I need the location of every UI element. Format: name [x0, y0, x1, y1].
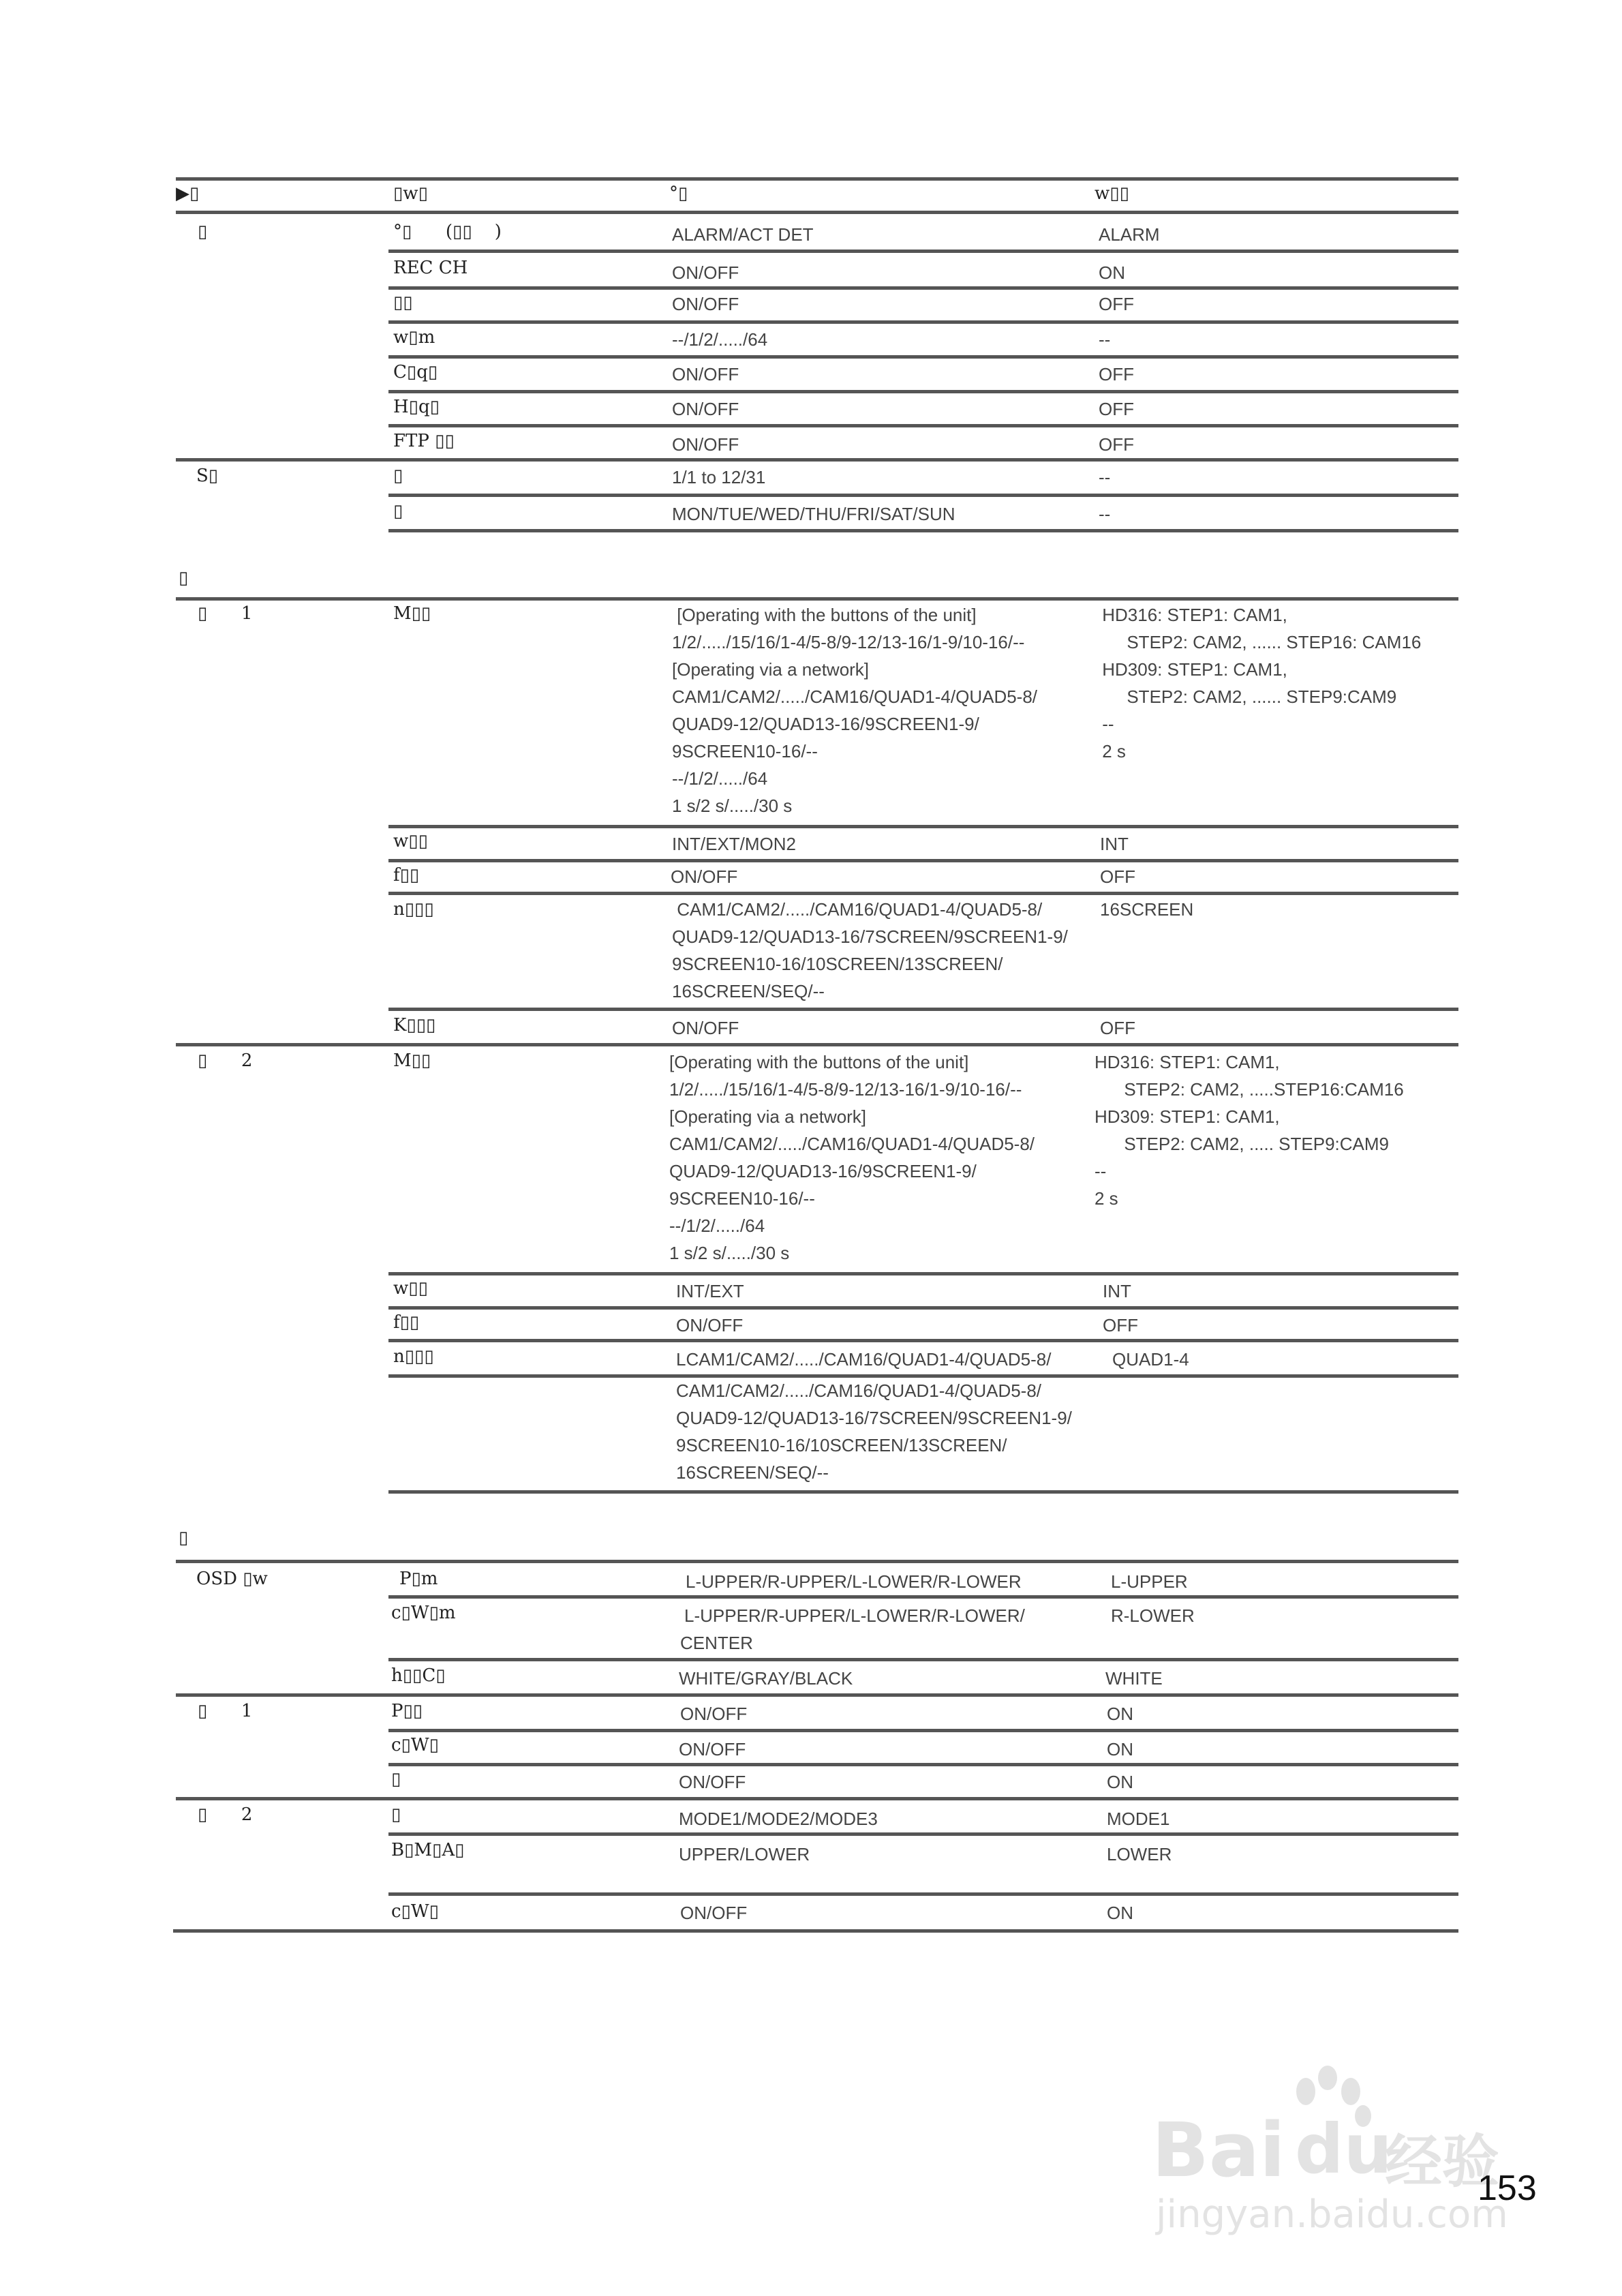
- default-line: --: [1095, 1161, 1107, 1181]
- row-rule: [388, 1306, 1458, 1310]
- row-rule: [388, 1008, 1458, 1011]
- option-line: CAM1/CAM2/...../CAM16/QUAD1-4/QUAD5-8/: [672, 686, 1038, 707]
- row-rule: [388, 1595, 1458, 1599]
- rec-default: OFF: [1099, 399, 1134, 419]
- default-line: 2 s: [1095, 1188, 1118, 1209]
- schedule-options: MON/TUE/WED/THU/FRI/SAT/SUN: [672, 504, 955, 524]
- monitor2-options: LCAM1/CAM2/...../CAM16/QUAD1-4/QUAD5-8/: [676, 1349, 1052, 1370]
- rec-default: ON: [1099, 262, 1125, 283]
- osd-default: ON: [1107, 1739, 1133, 1759]
- osd-item: c▯W▯m: [391, 1603, 456, 1623]
- default-line: 2 s: [1097, 741, 1126, 761]
- header-col-2: ▯w▯: [393, 183, 428, 204]
- default-line: STEP2: CAM2, ...... STEP16: CAM16: [1097, 632, 1422, 652]
- option-line: CAM1/CAM2/...../CAM16/QUAD1-4/QUAD5-8/: [672, 899, 1043, 920]
- osd-item: P▯m: [399, 1569, 438, 1589]
- rec-options: --/1/2/...../64: [672, 329, 768, 350]
- osd-default: L-UPPER: [1111, 1571, 1188, 1592]
- row-rule: [388, 494, 1458, 497]
- rec-default: OFF: [1099, 294, 1134, 314]
- schedule-item: ▯: [393, 501, 403, 522]
- schedule-group-label: S▯: [196, 466, 219, 486]
- default-line: STEP2: CAM2, ...... STEP9:CAM9: [1097, 686, 1397, 707]
- table-top-rule: [176, 177, 1458, 181]
- option-line: CAM1/CAM2/...../CAM16/QUAD1-4/QUAD5-8/: [676, 1380, 1042, 1401]
- rec-default: --: [1099, 329, 1111, 350]
- osd-options: ON/OFF: [680, 1903, 748, 1923]
- baidu-watermark: [1152, 2059, 1533, 2243]
- header-col-4: w▯▯: [1095, 183, 1129, 204]
- monitor1-options: ON/OFF: [671, 866, 738, 887]
- option-line: 1 s/2 s/...../30 s: [669, 1243, 790, 1263]
- row-rule: [388, 1658, 1458, 1661]
- group-rule: [176, 1797, 1458, 1800]
- schedule-item: ▯: [393, 466, 403, 486]
- header-col-3: °▯: [669, 183, 688, 204]
- rec-options: ON/OFF: [672, 294, 739, 314]
- osd-item: h▯▯C▯: [391, 1665, 446, 1686]
- osd-default: ON: [1107, 1704, 1133, 1724]
- monitor1-seq-item: M▯▯: [393, 603, 431, 624]
- rec-default: ALARM: [1099, 224, 1160, 245]
- osd-options-cont: CENTER: [680, 1633, 753, 1653]
- table-bottom-rule: [173, 1929, 1458, 1933]
- option-line: 9SCREEN10-16/10SCREEN/13SCREEN/: [672, 954, 1003, 974]
- row-rule: [388, 390, 1458, 393]
- rec-item: ▯▯: [393, 292, 413, 313]
- option-line: 9SCREEN10-16/--: [672, 741, 818, 761]
- monitor1-seq-defaults: [1097, 601, 1421, 765]
- section-rule: [176, 1560, 1458, 1563]
- osd-options: ON/OFF: [679, 1772, 746, 1792]
- monitor1-screen-default: 16SCREEN: [1100, 899, 1194, 920]
- option-line: [Operating with the buttons of the unit]: [672, 605, 977, 625]
- rec-item: H▯q▯: [393, 397, 440, 417]
- row-rule: [388, 355, 1458, 359]
- monitor2-item: w▯▯: [393, 1278, 428, 1299]
- option-line: --/1/2/...../64: [672, 768, 768, 789]
- monitor1-default: OFF: [1100, 1018, 1135, 1038]
- osd-default: ON: [1107, 1903, 1133, 1923]
- section-rule: [176, 597, 1458, 601]
- option-line: QUAD9-12/QUAD13-16/7SCREEN/9SCREEN1-9/: [672, 926, 1068, 947]
- row-rule: [388, 1763, 1458, 1766]
- option-line: 9SCREEN10-16/10SCREEN/13SCREEN/: [676, 1435, 1007, 1455]
- monitor2-options: INT/EXT: [676, 1281, 744, 1301]
- osd-default: ON: [1107, 1772, 1133, 1792]
- option-line: [Operating via a network]: [669, 1106, 867, 1127]
- option-line: 1 s/2 s/...../30 s: [672, 796, 793, 816]
- osd-group2-label: ▯ 2: [198, 1804, 253, 1825]
- osd-item: c▯W▯: [391, 1901, 439, 1922]
- rec-options: ON/OFF: [672, 399, 739, 419]
- row-rule: [388, 1729, 1458, 1732]
- option-line: 9SCREEN10-16/--: [669, 1188, 815, 1209]
- option-line: 1/2/...../15/16/1-4/5-8/9-12/13-16/1-9/10-16/--: [669, 1079, 1022, 1100]
- default-line: --: [1097, 714, 1114, 734]
- group-rule: [176, 1693, 1458, 1697]
- schedule-default: --: [1099, 504, 1111, 524]
- osd-options: L-UPPER/R-UPPER/L-LOWER/R-LOWER/: [684, 1605, 1025, 1626]
- watermark-paw-text: du: [1295, 2109, 1392, 2189]
- row-rule: [388, 1272, 1458, 1275]
- monitor2-seq-options: [669, 1048, 1035, 1267]
- osd-options: ON/OFF: [679, 1739, 746, 1759]
- osd-default: MODE1: [1107, 1809, 1170, 1829]
- osd-item: c▯W▯: [391, 1735, 439, 1755]
- row-rule: [388, 825, 1458, 828]
- option-line: --/1/2/...../64: [669, 1215, 765, 1236]
- watermark-url: jingyan.baidu.com: [1156, 2192, 1508, 2237]
- schedule-options: 1/1 to 12/31: [672, 467, 766, 487]
- osd-group1-label: ▯ 1: [198, 1701, 253, 1721]
- default-line: STEP2: CAM2, .....STEP16:CAM16: [1095, 1079, 1404, 1100]
- monitor1-item: K▯▯▯: [393, 1015, 436, 1036]
- monitor1-default: OFF: [1100, 866, 1135, 887]
- section-title: ▯: [179, 1528, 189, 1548]
- rec-item: °▯ (▯▯ ): [393, 222, 502, 242]
- osd-options: MODE1/MODE2/MODE3: [679, 1809, 878, 1829]
- row-rule: [388, 1339, 1458, 1342]
- option-line: QUAD9-12/QUAD13-16/9SCREEN1-9/: [672, 714, 979, 734]
- monitor2-default: QUAD1-4: [1112, 1349, 1189, 1370]
- row-rule: [388, 892, 1458, 895]
- rec-options: ON/OFF: [672, 364, 739, 384]
- monitor1-options: ON/OFF: [672, 1018, 739, 1038]
- osd-default: R-LOWER: [1111, 1605, 1195, 1626]
- option-line: [Operating via a network]: [672, 659, 870, 680]
- monitor2-item: f▯▯: [393, 1312, 420, 1333]
- monitor2-options: ON/OFF: [676, 1315, 744, 1335]
- monitor2-extra-options: [676, 1377, 1072, 1486]
- row-rule: [388, 529, 1458, 532]
- osd-options: ON/OFF: [680, 1704, 748, 1724]
- rec-options: ON/OFF: [672, 434, 739, 455]
- osd-default: WHITE: [1105, 1668, 1163, 1689]
- row-rule: [388, 1490, 1458, 1494]
- monitor1-seq-options: [672, 601, 1037, 819]
- row-rule: [388, 859, 1458, 862]
- group-rule: [176, 1043, 1458, 1046]
- monitor2-item: n▯▯▯: [393, 1346, 434, 1367]
- rec-group-label: ▯: [198, 222, 208, 242]
- osd-options: WHITE/GRAY/BLACK: [679, 1668, 853, 1689]
- osd-item: B▯M▯A▯: [391, 1840, 465, 1860]
- page-number: 153: [1478, 2169, 1537, 2208]
- osd-default: LOWER: [1107, 1844, 1172, 1864]
- watermark-cn: 经验: [1385, 2128, 1500, 2195]
- default-line: HD316: STEP1: CAM1,: [1097, 605, 1287, 625]
- monitor2-seq-item: M▯▯: [393, 1051, 431, 1071]
- rec-item: REC CH: [393, 258, 468, 278]
- rec-options: ON/OFF: [672, 262, 739, 283]
- row-rule: [388, 286, 1458, 290]
- osd-item: ▯: [391, 1804, 401, 1825]
- osd-item: P▯▯: [391, 1701, 423, 1721]
- rec-default: OFF: [1099, 364, 1134, 384]
- monitor2-label: ▯ 2: [198, 1051, 253, 1071]
- row-rule: [388, 1832, 1458, 1836]
- monitor1-item: w▯▯: [393, 831, 428, 851]
- default-line: STEP2: CAM2, ..... STEP9:CAM9: [1095, 1134, 1390, 1154]
- monitor2-default: OFF: [1103, 1315, 1138, 1335]
- option-line: 1/2/...../15/16/1-4/5-8/9-12/13-16/1-9/10-16/--: [672, 632, 1025, 652]
- group-rule: [176, 458, 1458, 462]
- option-line: CAM1/CAM2/...../CAM16/QUAD1-4/QUAD5-8/: [669, 1134, 1035, 1154]
- row-rule: [388, 424, 1458, 427]
- option-line: 16SCREEN/SEQ/--: [676, 1462, 829, 1483]
- default-line: HD316: STEP1: CAM1,: [1095, 1052, 1280, 1072]
- option-line: [Operating with the buttons of the unit]: [669, 1052, 969, 1072]
- header-rule: [176, 211, 1458, 214]
- default-line: HD309: STEP1: CAM1,: [1095, 1106, 1280, 1127]
- header-col-1: ▶▯: [176, 183, 200, 204]
- monitor1-label: ▯ 1: [198, 603, 253, 624]
- monitor2-seq-defaults: [1095, 1048, 1404, 1212]
- row-rule: [388, 320, 1458, 324]
- monitor2-default: INT: [1103, 1281, 1131, 1301]
- rec-default: OFF: [1099, 434, 1134, 455]
- monitor1-default: INT: [1100, 834, 1129, 854]
- default-line: HD309: STEP1: CAM1,: [1097, 659, 1287, 680]
- row-rule: [388, 250, 1458, 253]
- option-line: QUAD9-12/QUAD13-16/9SCREEN1-9/: [669, 1161, 977, 1181]
- rec-item: FTP ▯▯: [393, 431, 455, 451]
- rec-item: C▯q▯: [393, 362, 438, 382]
- watermark-brand: Bai: [1152, 2106, 1285, 2194]
- monitor1-item: f▯▯: [393, 865, 420, 886]
- section-title: ▯: [179, 568, 189, 588]
- monitor1-screen-item: n▯▯▯: [393, 899, 434, 920]
- option-line: QUAD9-12/QUAD13-16/7SCREEN/9SCREEN1-9/: [676, 1408, 1072, 1428]
- rec-options: ALARM/ACT DET: [672, 224, 814, 245]
- osd-options: L-UPPER/R-UPPER/L-LOWER/R-LOWER: [686, 1571, 1022, 1592]
- monitor1-screen-options: [672, 896, 1068, 1005]
- rec-item: w▯m: [393, 327, 435, 348]
- option-line: 16SCREEN/SEQ/--: [672, 981, 825, 1001]
- osd-item: ▯: [391, 1769, 401, 1789]
- osd-label: OSD ▯w: [196, 1569, 268, 1589]
- osd-options: UPPER/LOWER: [679, 1844, 810, 1864]
- schedule-default: --: [1099, 467, 1111, 487]
- row-rule: [388, 1892, 1458, 1896]
- monitor1-options: INT/EXT/MON2: [672, 834, 797, 854]
